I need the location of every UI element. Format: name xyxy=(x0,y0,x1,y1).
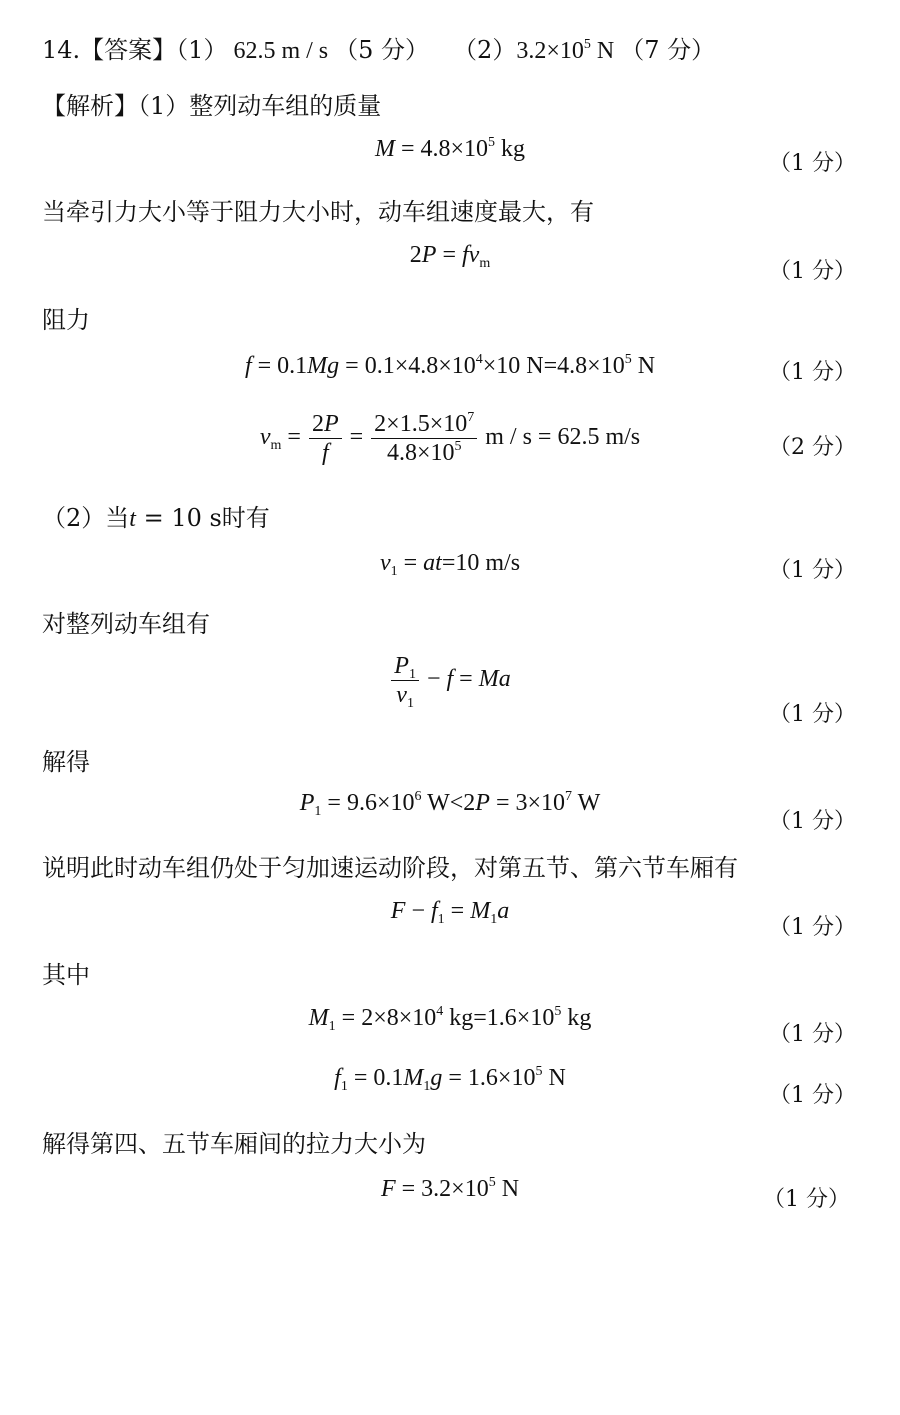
fraction-numeric: $\frac{2\times 1.5\times 10^7}{4.8\times 10^5}$ xyxy=(371,410,477,467)
analysis-heading: 【解析】 xyxy=(42,92,138,120)
stage-text: 说明此时动车组仍处于匀加速运动阶段，对第五节、第六节车厢有 xyxy=(42,854,738,882)
score-v1: （1 分） xyxy=(769,558,856,583)
score-resistance: （1 分） xyxy=(769,360,856,385)
equation-p1: $P_1 = 9.6\times 10^6$ $W<2P = 3\times 10^7$ W xyxy=(299,789,601,819)
solve-text: 解得 xyxy=(42,748,90,776)
among-text: 其中 xyxy=(42,961,90,989)
part2-intro: （2）当t = 10 s时有 xyxy=(42,504,270,532)
part2-score: （7 分） xyxy=(620,36,716,64)
answer-heading: 14.【答案】 xyxy=(42,36,177,64)
fraction-2p-over-f: $\frac{2P}{f}$ xyxy=(309,410,342,467)
part2-value: $3.2\times 10^5$ N xyxy=(516,37,615,64)
equation-resistance: $f = 0.1Mg = 0.1\times 4.8\times 10^4\times 10$ $N=4.8\times 10^5$ N xyxy=(244,352,656,379)
score-force: （1 分） xyxy=(763,1187,850,1212)
whole-train-text: 对整列动车组有 xyxy=(42,610,210,638)
equation-f1: $f_1 = 0.1M_1g = 1.6\times 10^5$ N xyxy=(334,1064,566,1094)
part1-intro: （1）整列动车组的质量 xyxy=(138,92,382,120)
part1-label: （1） xyxy=(176,36,228,64)
equation-m1: $M_1 = 2\times 8\times 10^4$ $kg=1.6\times 10^5$ kg xyxy=(308,1004,592,1034)
score-vmax: （2 分） xyxy=(769,435,856,460)
score-m1: （1 分） xyxy=(769,1022,856,1047)
equation-power-balance: $2P = fv_m$ xyxy=(409,242,491,271)
score-newton-cars: （1 分） xyxy=(769,915,856,940)
score-f1: （1 分） xyxy=(769,1083,856,1108)
equation-force: $F = 3.2\times 10^5$ N xyxy=(380,1175,520,1202)
final-text: 解得第四、五节车厢间的拉力大小为 xyxy=(42,1130,426,1158)
equation-mass: $M = 4.8\times 10^5$ kg xyxy=(374,135,526,162)
part2-label: （2） xyxy=(465,36,517,64)
equation-vmax: $v_m$ = $\frac{2P}{f}$ = $\frac{2\times 1.5\times 10^7}{4.8\times 10^5}$ m / s = 62.5 m/s xyxy=(259,410,641,466)
equation-v1: $v_1 = at=10$ m/s xyxy=(379,550,521,579)
max-speed-text: 当牵引力大小等于阻力大小时，动车组速度最大，有 xyxy=(42,198,594,226)
score-power-balance: （1 分） xyxy=(769,259,856,284)
score-mass: （1 分） xyxy=(769,151,856,176)
answer-line xyxy=(42,30,715,65)
resistance-label: 阻力 xyxy=(42,306,90,334)
analysis-intro-line xyxy=(42,86,381,121)
part1-score: （5 分） xyxy=(334,36,430,64)
equation-newton-cars: $F - f_1 = M_1a$ xyxy=(390,898,510,927)
equation-newton-whole: $\frac{P_1}{v_1}$ − f = Ma xyxy=(0,652,900,709)
score-newton-whole: （1 分） xyxy=(769,702,856,727)
fraction-p1-over-v1: $\frac{P_1}{v_1}$ xyxy=(391,652,419,709)
score-p1: （1 分） xyxy=(769,809,856,834)
part1-value: 62.5 m / s xyxy=(233,38,329,64)
